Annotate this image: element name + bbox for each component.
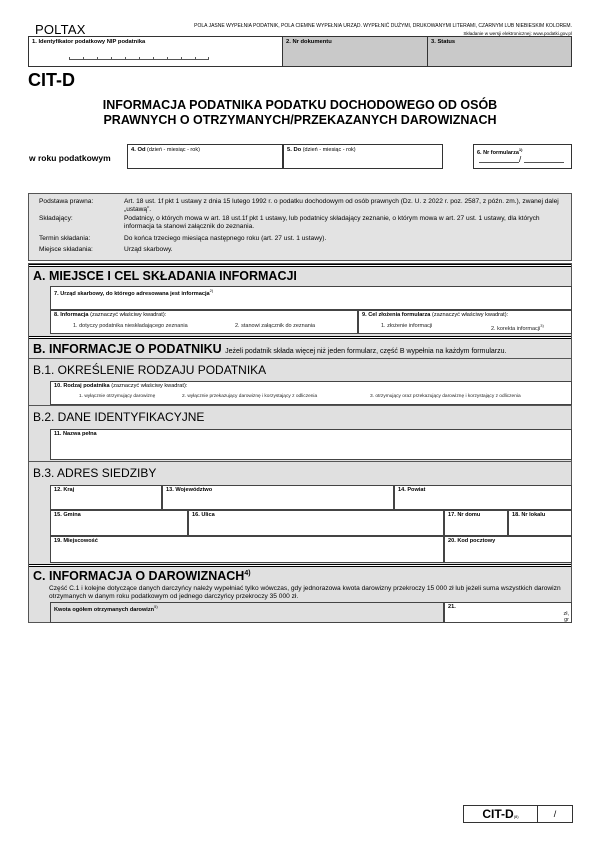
information-type-label: 8. Informacja — [54, 312, 89, 318]
total-donations-label: Kwota ogółem otrzymanych darowizn — [54, 606, 155, 613]
street-field[interactable] — [188, 510, 444, 536]
section-divider — [29, 564, 571, 567]
nip-input-ticks[interactable] — [69, 56, 209, 60]
house-number-field[interactable] — [444, 510, 508, 536]
filing-purpose-option-2[interactable] — [491, 323, 544, 332]
county-label: 14. Powiat — [398, 487, 426, 493]
nip-field[interactable] — [29, 37, 283, 66]
date-from-field[interactable] — [127, 144, 283, 169]
taxpayer-type-hint: (zaznaczyć właściwy kwadrat): — [111, 383, 188, 389]
info-value: Urząd skarbowy. — [124, 246, 173, 253]
municipality-label: 15. Gmina — [54, 512, 81, 518]
voivodeship-field[interactable] — [162, 485, 394, 510]
footer-page: / — [553, 809, 557, 819]
footnote-ref: 4) — [244, 569, 251, 577]
form-number-part1[interactable] — [479, 159, 519, 163]
footer-code — [464, 806, 538, 822]
information-type-option-1[interactable]: 1. dotyczy podatnika nieskładającego zeznania — [73, 323, 188, 329]
city-field[interactable] — [50, 536, 444, 563]
taxpayer-type-option-2[interactable]: 2. wyłącznie przekazujący darowiznę i korzystający z odliczenia — [182, 394, 318, 399]
form-number-field[interactable] — [473, 144, 572, 169]
date-from-label: 4. Od — [131, 147, 146, 153]
nip-label: 1. Identyfikator podatkowy NIP podatnika — [32, 39, 146, 45]
form-number-footnote: 1) — [518, 147, 523, 152]
legal-info-box — [28, 193, 572, 261]
section-b2-title: B.2. DANE IDENTYFIKACYJNE — [33, 410, 205, 424]
date-to-field[interactable] — [283, 144, 443, 169]
info-key: Miejsce składania: — [39, 246, 93, 253]
form-body — [28, 263, 572, 623]
section-b-description: Jeżeli podatnik składa więcej niż jeden formularz, część B wypełnia na każdym formularzu. — [225, 348, 507, 355]
apartment-number-label: 18. Nr lokalu — [512, 512, 546, 518]
section-divider — [29, 264, 571, 267]
footnote-ref: 3) — [540, 323, 544, 328]
info-row-filer — [39, 215, 564, 231]
filing-purpose-option-1[interactable]: 1. złożenie informacji — [381, 323, 433, 329]
filing-purpose-label: 9. Cel złożenia formularza — [362, 312, 431, 318]
tax-office-label: 7. Urząd skarbowy, do którego adresowana jest informacja — [54, 290, 210, 297]
postal-code-label: 20. Kod pocztowy — [448, 538, 496, 544]
form-title-line-2: PRAWNYCH O OTRZYMANYCH/PRZEKAZANYCH DAROWIZNACH — [103, 113, 497, 127]
footer-code-text: CIT-D — [482, 807, 514, 821]
electronic-filing-note: Składanie w wersji elektronicznej: www.podatki.gov.pl — [463, 31, 572, 36]
section-c-description: Część C.1 i kolejne dotyczące danych darczyńcy należy wypełniać tylko wówczas, gdy jednorazowa kwota darowizny przekroczy 15 000 zł lub jeżeli suma wszystkich darowizn otrzymanych w danym roku podatkowym od jednego darczyńcy przekroczy 35 000 zł. — [49, 585, 561, 600]
divider — [29, 405, 571, 406]
date-from-hint: (dzień - miesiąc - rok) — [147, 147, 200, 153]
section-a-title: A. MIEJSCE I CEL SKŁADANIA INFORMACJI — [33, 269, 297, 283]
taxpayer-type-label: 10. Rodzaj podatnika — [54, 383, 110, 389]
voivodeship-label: 13. Województwo — [166, 487, 213, 493]
form-title-line-1: INFORMACJA PODATNIKA PODATKU DOCHODOWEGO OD OSÓB — [102, 98, 498, 112]
information-type-hint: (zaznaczyć właściwy kwadrat): — [90, 312, 167, 318]
instruction-text: POLA JASNE WYPEŁNIA PODATNIK, POLA CIEMNE WYPEŁNIA URZĄD. WYPEŁNIĆ DUŻYMI, DRUKOWANYMI LITERAMI, CZARNYM LUB NIEBIESKIM KOLOREM. — [194, 23, 572, 29]
country-label: 12. Kraj — [54, 487, 75, 493]
info-value: Do końca trzeciego miesiąca następnego roku (art. 27 ust. 1 ustawy). — [124, 235, 327, 242]
form-number-part2[interactable] — [524, 159, 564, 163]
section-b-heading: B. INFORMACJE O PODATNIKU — [33, 342, 222, 356]
status-field — [428, 37, 571, 66]
form-version: (8) — [513, 814, 519, 819]
information-type-option-2[interactable]: 2. stanowi załącznik do zeznania — [235, 323, 316, 329]
country-field[interactable] — [50, 485, 162, 510]
full-name-field[interactable] — [50, 429, 572, 460]
total-donations-label-cell — [50, 602, 444, 623]
option-text: 2. korekta informacji — [491, 325, 541, 332]
taxpayer-type-option-3[interactable]: 3. otrzymujący oraz przekazujący darowiznę i korzystający z odliczenia — [370, 394, 521, 399]
status-label: 3. Status — [431, 39, 456, 45]
filing-purpose-field — [358, 310, 572, 334]
section-b3-title: B.3. ADRES SIEDZIBY — [33, 466, 157, 480]
date-to-label: 5. Do — [287, 147, 302, 153]
county-field[interactable] — [394, 485, 572, 510]
street-label: 16. Ulica — [192, 512, 215, 518]
taxpayer-type-field — [50, 381, 572, 405]
section-b1-title: B.1. OKREŚLENIE RODZAJU PODATNIKA — [33, 363, 267, 377]
currency-zl: zł, — [563, 611, 569, 617]
section-b-title — [33, 342, 506, 356]
info-row-legal-basis — [39, 198, 564, 214]
city-label: 19. Miejscowość — [54, 538, 98, 544]
total-donations-number: 21. — [448, 604, 456, 610]
form-number-label: 6. Nr formularza — [477, 149, 519, 156]
section-c-heading: C. INFORMACJA O DAROWIZNACH — [33, 569, 245, 583]
info-key: Podstawa prawna: — [39, 198, 94, 205]
full-name-label: 11. Nazwa pełna — [54, 431, 97, 437]
divider — [29, 461, 571, 462]
filing-purpose-hint: (zaznaczyć właściwy kwadrat): — [431, 312, 509, 318]
postal-code-field[interactable] — [444, 536, 572, 563]
form-code: CIT-D — [28, 70, 75, 90]
footnote-ref: 5) — [154, 604, 158, 609]
total-donations-field[interactable] — [444, 602, 572, 623]
tax-office-field[interactable] — [50, 286, 572, 310]
form-title — [0, 98, 600, 128]
tax-year-label: w roku podatkowym — [29, 153, 111, 163]
document-number-label: 2. Nr dokumentu — [286, 39, 332, 45]
footer-form-code — [463, 805, 573, 823]
form-number-separator: / — [519, 155, 522, 164]
taxpayer-type-option-1[interactable]: 1. wyłącznie otrzymujący darowiznę — [79, 394, 156, 399]
info-key: Termin składania: — [39, 235, 91, 242]
info-row-place — [39, 246, 564, 254]
apartment-number-field[interactable] — [508, 510, 572, 536]
document-number-field — [283, 37, 428, 66]
info-key: Składający: — [39, 215, 73, 222]
municipality-field[interactable] — [50, 510, 188, 536]
divider — [29, 358, 571, 359]
information-type-field — [50, 310, 358, 334]
section-c-title — [33, 569, 251, 583]
date-to-hint: (dzień - miesiąc - rok) — [302, 147, 356, 153]
header-fields — [28, 36, 572, 67]
house-number-label: 17. Nr domu — [448, 512, 481, 518]
section-divider — [29, 336, 571, 339]
currency-gr: gr — [564, 617, 569, 623]
instruction-note — [194, 23, 572, 37]
info-row-deadline — [39, 235, 564, 243]
footnote-ref: 2) — [209, 288, 214, 293]
info-value: Art. 18 ust. 1f pkt 1 ustawy z dnia 15 lutego 1992 r. o podatku dochodowym od osób prawnych (Dz. U. z 2022 r. poz. 2587, z późn. zm.), zwanej dalej „ustawą”. — [124, 198, 559, 213]
info-value: Podatnicy, o których mowa w art. 18 ust.1f pkt 1 ustawy, lub podatnicy składający zeznanie, o którym mowa w art. 27 ust. 1 ustawy, dla których informacja ta stanowi załącznik do zeznania. — [124, 215, 540, 230]
poltax-logo: POLTAX — [35, 22, 86, 37]
